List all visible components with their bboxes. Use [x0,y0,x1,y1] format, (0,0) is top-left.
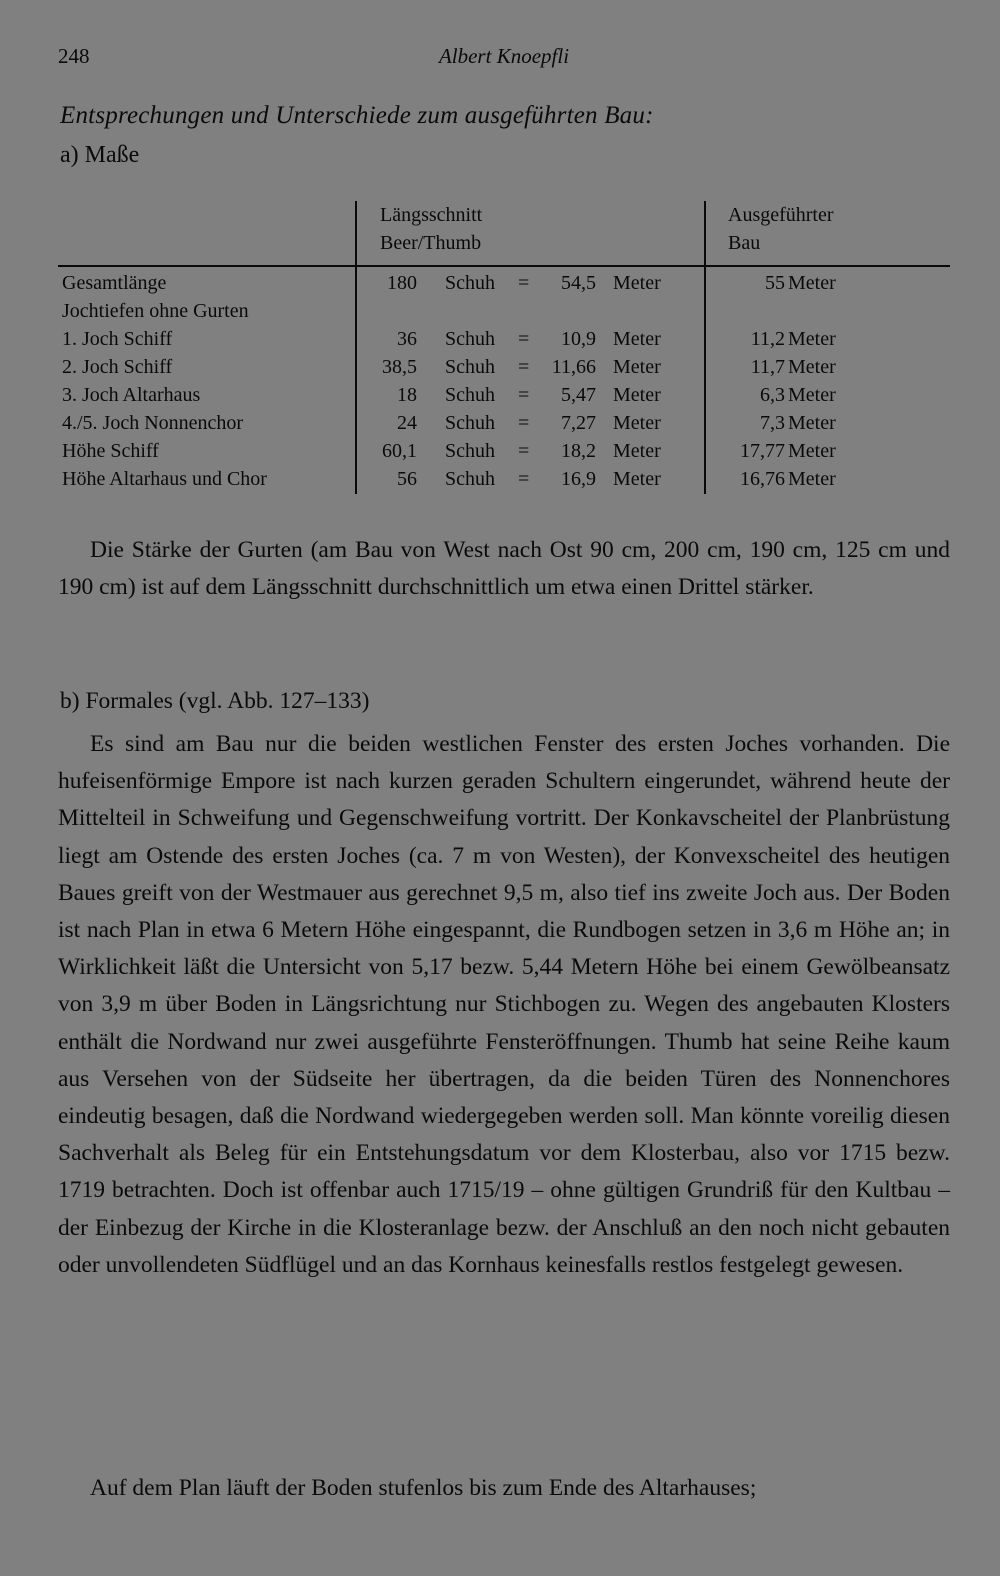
built-value: 55 [765,272,785,294]
column-header-ausgefuehrt [728,201,834,257]
meter-unit: Meter [613,468,661,490]
column-header-line: Beer/Thumb [380,232,482,254]
row-label: 4./5. Joch Nonnenchor [62,412,244,434]
schuh-value: 180 [387,272,417,294]
meter-value: 54,5 [561,272,596,294]
column-header-laengsschnitt [380,201,482,257]
meter-unit: Meter [613,412,661,434]
book-page [58,0,950,1576]
meter-unit: Meter [613,328,661,350]
table-row [58,269,950,297]
row-label: Höhe Schiff [62,440,159,462]
page-number: 248 [58,44,90,68]
schuh-value: 38,5 [382,356,417,378]
built-value: 6,3 [760,384,785,406]
meter-value: 16,9 [561,468,596,490]
equals-sign: = [518,356,530,378]
body-text: Es sind am Bau nur die beiden westlichen Fenster des ersten Joches vorhanden. Die hufeisenförmige Empore ist nach kurzen geraden Schultern eingerundet, während heute der Mittelteil in Schweifung und Gegenschweifung vortritt. Der Konkavscheitel der Planbrüstung liegt am Ostende des ersten Joches (ca. 7 m von Westen), der Konvexscheitel des heutigen Baues greift von der Westmauer aus gerechnet 9,5 m, also tief ins zweite Joch aus. Der Boden ist nach Plan in etwa 6 Metern Höhe eingespannt, die Rundbogen setzen in 3,6 m Höhe an; in Wirklichkeit läßt die Untersicht von 5,17 bezw. 5,44 Metern Höhe bei einem Gewölbeansatz von 3,9 m über Boden in Längsrichtung nur Stichbogen zu. Wegen des angebauten Klosters enthält die Nordwand nur zwei ausgeführte Fensteröffnungen. Thumb hat seine Reihe kaum aus Versehen von der Südseite her übertragen, da die beiden Türen des Nonnenchores eindeutig besagen, daß die Nordwand wiedergegeben werden soll. Man könnte voreilig diesen Sachverhalt als Beleg für ein Entstehungsdatum vor dem Klosterbau, also vor 1715 bezw. 1719 betrachten. Doch ist offenbar auch 1715/19 – ohne gültigen Grundriß für den Kultbau – der Einbezug der Kirche in die Klosteranlage bezw. der Anschluß an den noch nicht gebauten oder unvollendeten Südflügel und an das Kornhaus keinesfalls restlos festgelegt gewesen. [58,731,950,1278]
body-text: Auf dem Plan läuft der Boden stufenlos bis zum Ende des Altarhauses; [90,1475,757,1501]
built-value: 7,3 [760,412,785,434]
meter-value: 7,27 [561,412,596,434]
schuh-value: 56 [397,468,417,490]
schuh-value: 60,1 [382,440,417,462]
built-value: 11,7 [750,356,785,378]
subsection-a-title: a) Maße [60,142,140,168]
equals-sign: = [518,328,530,350]
paragraph-formales [58,726,950,1284]
built-unit: Meter [788,356,836,378]
table-row [58,437,950,465]
built-value: 16,76 [740,468,785,490]
table-row [58,381,950,409]
table-row [58,465,950,493]
row-label: Gesamtlänge [62,272,167,294]
column-header-line: Ausgeführter [728,204,834,226]
paragraph-gurten [58,532,950,606]
subsection-b-title: b) Formales (vgl. Abb. 127–133) [60,688,370,714]
row-label: 2. Joch Schiff [62,356,173,378]
equals-sign: = [518,468,530,490]
body-text: Die Stärke der Gurten (am Bau von West nach Ost 90 cm, 200 cm, 190 cm, 125 cm und 190 cm) ist auf dem Längsschnitt durchschnittlich um etwa einen Drittel stärker. [58,537,950,601]
schuh-unit: Schuh [445,440,495,462]
table-row [58,409,950,437]
built-unit: Meter [788,272,836,294]
built-unit: Meter [788,412,836,434]
table-row [58,297,950,325]
measurements-table [58,198,950,498]
meter-value: 10,9 [561,328,596,350]
section-heading: Entsprechungen und Unterschiede zum ausgeführten Bau: [60,102,654,129]
schuh-unit: Schuh [445,412,495,434]
meter-unit: Meter [613,272,661,294]
running-title: Albert Knoepfli [438,44,570,68]
paragraph-last [58,1470,950,1507]
column-header-line: Bau [728,232,761,254]
schuh-value: 36 [397,328,417,350]
equals-sign: = [518,272,530,294]
meter-unit: Meter [613,356,661,378]
equals-sign: = [518,412,530,434]
meter-value: 18,2 [561,440,596,462]
row-label: 3. Joch Altarhaus [62,384,201,406]
table-row [58,353,950,381]
meter-unit: Meter [613,384,661,406]
table-header-rule [58,265,950,267]
meter-value: 11,66 [551,356,596,378]
schuh-value: 24 [397,412,417,434]
row-label: Jochtiefen ohne Gurten [62,300,249,322]
built-unit: Meter [788,468,836,490]
schuh-unit: Schuh [445,328,495,350]
built-unit: Meter [788,440,836,462]
schuh-unit: Schuh [445,384,495,406]
running-head [58,44,950,74]
built-value: 17,77 [740,440,785,462]
table-row [58,325,950,353]
schuh-unit: Schuh [445,356,495,378]
schuh-value: 18 [397,384,417,406]
built-unit: Meter [788,328,836,350]
built-unit: Meter [788,384,836,406]
equals-sign: = [518,384,530,406]
row-label: Höhe Altarhaus und Chor [62,468,267,490]
meter-value: 5,47 [561,384,596,406]
equals-sign: = [518,440,530,462]
built-value: 11,2 [750,328,785,350]
meter-unit: Meter [613,440,661,462]
schuh-unit: Schuh [445,468,495,490]
row-label: 1. Joch Schiff [62,328,173,350]
schuh-unit: Schuh [445,272,495,294]
column-header-line: Längsschnitt [380,204,483,226]
